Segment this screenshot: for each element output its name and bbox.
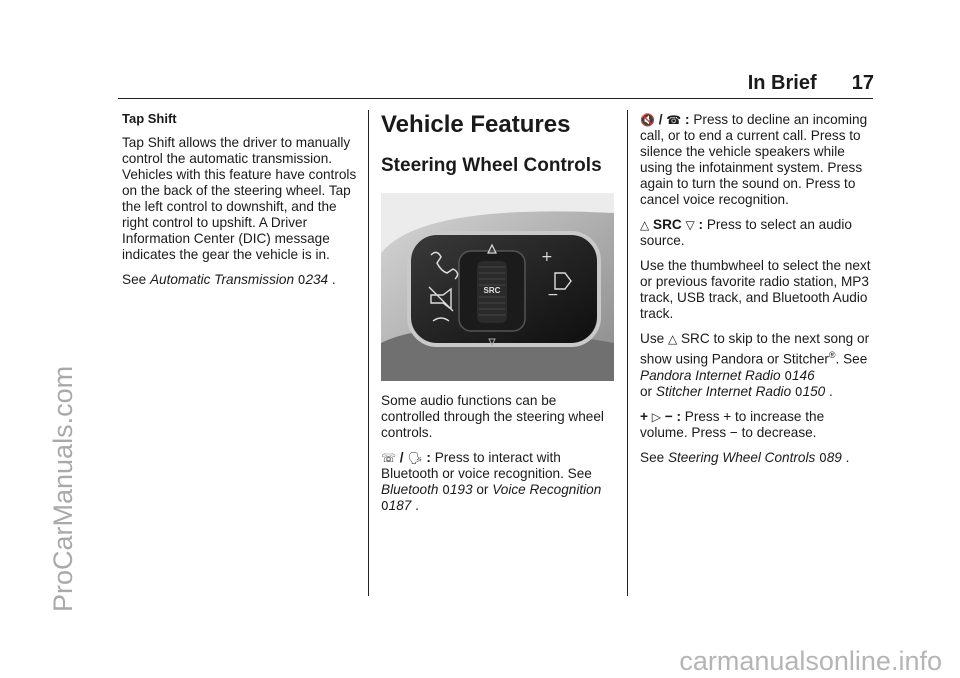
header-rule xyxy=(118,98,873,99)
column-2 xyxy=(381,111,617,523)
page-header xyxy=(748,72,874,95)
photo-src-label: SRC xyxy=(483,286,501,295)
column-1 xyxy=(122,111,357,297)
up-arrow-icon: △ xyxy=(640,218,650,232)
photo-minus-label: − xyxy=(547,287,559,303)
link-pandora[interactable]: Pandora Internet Radio xyxy=(640,367,781,383)
phone-icon: ☏ xyxy=(381,451,397,465)
steering-wheel-controls-title: Steering Wheel Controls xyxy=(381,155,602,176)
down-arrow-icon: ▽ xyxy=(685,218,695,232)
item-phone-voice: ☏ / 🗣 : Press to interact with Bluetooth or voice recognition. See Bluetooth 0193 or Voice Recognition 0187 . xyxy=(381,450,602,513)
page-ref-234[interactable]: 234 xyxy=(305,272,329,287)
page-ref-187[interactable]: 187 xyxy=(388,498,412,513)
page-ref-150[interactable]: 150 xyxy=(802,383,826,399)
section-title: In Brief xyxy=(747,72,817,94)
page-ref-icon: 0 xyxy=(784,368,792,383)
column-divider-2 xyxy=(627,110,628,596)
thumbwheel-text: Use the thumbwheel to select the next or previous favorite radio station, MP3 track, USB track, and Bluetooth Audio track. xyxy=(640,258,871,321)
watermark-procarmanuals: ProCarManuals.com xyxy=(48,365,78,612)
src-skip-text: Use △ SRC to skip to the next song or show using Pandora or Stitcher®. See Pandora Internet Radio 0146 or Stitcher Internet Radio 0150 . xyxy=(640,331,870,399)
link-bluetooth[interactable]: Bluetooth xyxy=(381,482,439,497)
column-divider-1 xyxy=(368,110,369,596)
page-ref-icon: 0 xyxy=(819,450,827,465)
link-stitcher[interactable]: Stitcher Internet Radio xyxy=(655,383,792,399)
page-ref-146[interactable]: 146 xyxy=(792,367,815,383)
steering-wheel-photo xyxy=(381,193,614,381)
volume-text: + ▷ − : Press + to increase the volume. Press − to decrease. xyxy=(640,408,825,440)
voice-icon: 🗣 xyxy=(407,451,423,465)
link-automatic-transmission[interactable]: Automatic Transmission xyxy=(149,272,295,287)
tap-shift-heading: Tap Shift xyxy=(122,111,177,126)
item-mute-hangup: 🔇 / ☎ : Press to decline an incoming call, or to end a current call. Press to silence the vehicle speakers while using the infotainment system. Press again to turn the sound on. Press to cancel voice recognition. xyxy=(640,112,868,207)
vehicle-features-title: Vehicle Features xyxy=(381,111,571,138)
item-src: △ SRC ▽ : Press to select an audio source. xyxy=(640,217,852,248)
see-transmission: See Automatic Transmission 0234 . xyxy=(122,272,336,287)
page-number: 17 xyxy=(851,72,874,94)
page-ref-icon: 0 xyxy=(297,273,306,287)
watermark-carmanualsonline: carmanualsonline.info xyxy=(679,646,942,676)
column-3 xyxy=(640,112,875,475)
voice-command-icon: ▷ xyxy=(651,409,661,424)
see-steering-controls: See Steering Wheel Controls 089 . xyxy=(640,449,850,465)
registered-mark: ® xyxy=(828,350,836,360)
link-voice-recognition[interactable]: Voice Recognition xyxy=(492,482,602,497)
mute-icon: 🔇 xyxy=(640,113,655,127)
photo-plus-label: + xyxy=(541,249,553,265)
up-arrow-icon: △ xyxy=(667,332,678,346)
page-ref-icon: 0 xyxy=(442,483,450,497)
page-ref-icon: 0 xyxy=(381,499,389,513)
hangup-icon: ☎ xyxy=(666,113,682,127)
tap-shift-body: Tap Shift allows the driver to manually control the automatic transmission. Vehicles with this feature have controls on the back of the steering wheel. Tap the left control to downshift, and the right control to upshift. A Driver Information Center (DIC) message indicates the gear the vehicle is in. xyxy=(122,135,357,262)
audio-intro: Some audio functions can be controlled through the steering wheel controls. xyxy=(381,393,604,440)
page-ref-89[interactable]: 89 xyxy=(826,449,842,465)
page-ref-193[interactable]: 193 xyxy=(449,482,473,497)
page-ref-icon: 0 xyxy=(794,384,803,399)
link-steering-wheel-controls[interactable]: Steering Wheel Controls xyxy=(667,449,816,465)
